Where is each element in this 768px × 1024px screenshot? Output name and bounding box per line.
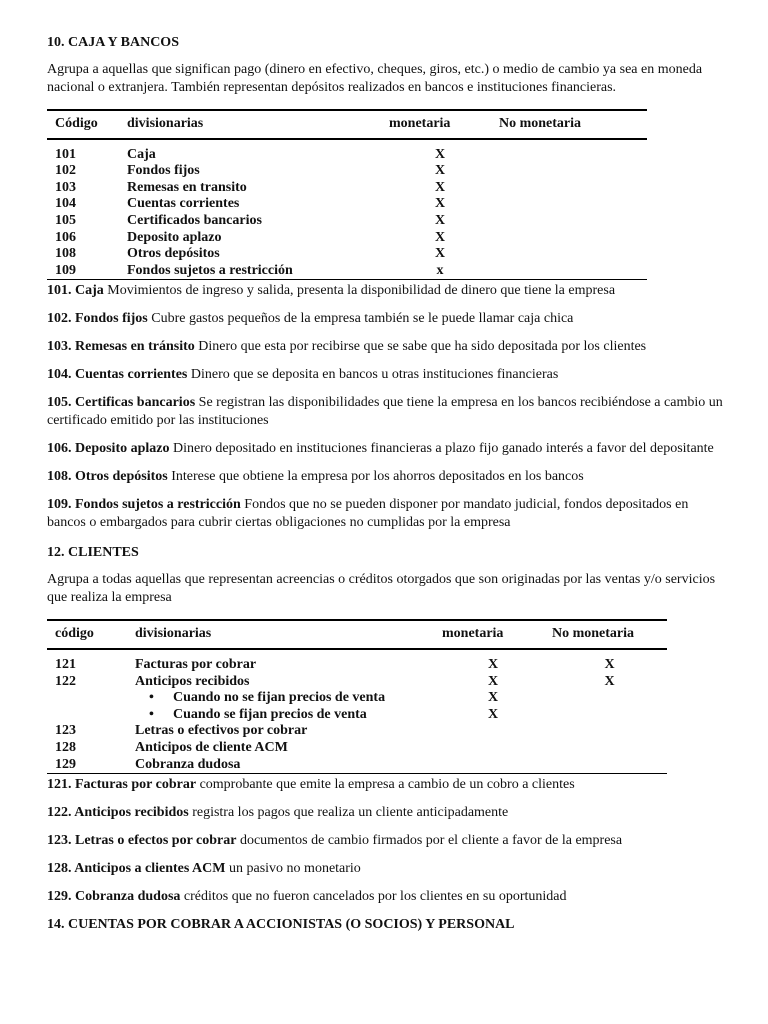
cell-divisionaria: [127, 707, 434, 724]
cell-divisionaria: [127, 723, 434, 740]
table-row: [47, 196, 647, 213]
cell-code: 123: [55, 723, 76, 739]
cell-monetaria: X: [434, 229, 446, 245]
account-name: Cuentas corrientes: [127, 196, 240, 212]
header-monetaria: monetaria: [381, 110, 491, 139]
header-no-monetaria: No monetaria: [491, 110, 647, 139]
table-header-row: [47, 620, 667, 649]
definition-item: [47, 310, 727, 328]
cell-no-monetaria: [491, 196, 647, 213]
account-name: Anticipos recibidos: [135, 673, 250, 689]
cell-monetaria: X: [434, 179, 446, 195]
definition-item: [47, 366, 727, 384]
header-divisionarias: divisionarias: [119, 110, 381, 139]
definition-term: 129. Cobranza dudosa: [47, 889, 181, 905]
cell-code: 129: [47, 757, 127, 774]
cell-divisionaria: [119, 246, 381, 263]
definition-term: 128. Anticipos a clientes ACM: [47, 861, 226, 877]
account-name: Cuando no se fijan precios de venta: [173, 690, 386, 706]
cell-no-monetaria: X: [604, 673, 615, 689]
account-name: Certificados bancarios: [127, 212, 262, 228]
definition-item: [47, 888, 727, 906]
cell-no-monetaria: [544, 690, 667, 707]
definition-term: 101. Caja: [47, 283, 104, 299]
account-name: Deposito aplazo: [127, 229, 222, 245]
cell-no-monetaria: [544, 723, 667, 740]
table-row: [47, 690, 667, 707]
definition-item: [47, 468, 727, 486]
account-name: Otros depósitos: [127, 246, 220, 262]
definition-text: Movimientos de ingreso y salida, presenta la disponibilidad de dinero que tiene la empresa: [103, 283, 616, 299]
account-name: Letras o efectivos por cobrar: [135, 723, 308, 739]
definition-text: Dinero que esta por recibirse que se sabe que ha sido depositada por los clientes: [194, 339, 647, 355]
definition-item: [47, 804, 727, 822]
table-row: [47, 649, 667, 674]
cell-divisionaria: [127, 757, 434, 774]
table-row: [47, 707, 667, 724]
header-no-monetaria: No monetaria: [544, 620, 667, 649]
cell-monetaria: X: [487, 706, 499, 722]
cell-divisionaria: [119, 196, 381, 213]
cell-no-monetaria: [491, 139, 647, 164]
definition-term: 104. Cuentas corrientes: [47, 367, 188, 383]
table-row: [47, 180, 647, 197]
cell-divisionaria: [119, 263, 381, 280]
cell-code: [47, 707, 127, 724]
bullet-icon: •: [149, 690, 154, 706]
definitions-clientes: [47, 776, 727, 906]
accounts-table-clientes: [47, 619, 667, 774]
table-row: [47, 163, 647, 180]
account-name: Cobranza dudosa: [135, 756, 241, 772]
account-name: Fondos fijos: [127, 163, 200, 179]
definition-item: [47, 832, 727, 850]
cell-monetaria: X: [487, 656, 499, 672]
cell-monetaria: X: [434, 163, 446, 179]
cell-divisionaria: [127, 740, 434, 757]
definition-text: comprobante que emite la empresa a cambio de un cobro a clientes: [196, 777, 575, 793]
definition-term: 122. Anticipos recibidos: [47, 805, 189, 821]
definition-term: 123. Letras o efectos por cobrar: [47, 833, 237, 849]
cell-code: 128: [55, 739, 76, 755]
account-name: Facturas por cobrar: [135, 656, 257, 672]
header-code: Código: [47, 110, 119, 139]
account-name: Anticipos de cliente ACM: [135, 739, 288, 755]
table-row: [47, 139, 647, 164]
section-title-cuentas-por-cobrar: 14. CUENTAS POR COBRAR A ACCIONISTAS (O SOCIOS) Y PERSONAL: [47, 917, 515, 933]
bullet-icon: •: [149, 706, 154, 722]
definition-text: Cubre gastos pequeños de la empresa también se le puede llamar caja chica: [147, 311, 574, 327]
definition-text: Dinero depositado en instituciones financieras a plazo fijo ganado interés a favor del depositante: [169, 441, 714, 457]
cell-divisionaria: [119, 230, 381, 247]
table-row: [47, 213, 647, 230]
header-divisionarias: divisionarias: [127, 620, 434, 649]
cell-code: 101: [55, 146, 76, 162]
cell-monetaria: X: [487, 673, 499, 689]
table-body: [47, 649, 667, 774]
document-page: [47, 34, 727, 934]
definition-item: [47, 440, 727, 458]
cell-divisionaria: [119, 139, 381, 164]
cell-no-monetaria: [491, 213, 647, 230]
account-name: Fondos sujetos a restricción: [127, 262, 293, 278]
definition-text: Dinero que se deposita en bancos u otras instituciones financieras: [187, 367, 559, 383]
accounts-table-caja-bancos: [47, 109, 647, 280]
account-name: Cuando se fijan precios de venta: [173, 706, 367, 722]
account-name: Remesas en transito: [127, 179, 247, 195]
cell-divisionaria: [127, 649, 434, 674]
definition-item: [47, 338, 727, 356]
table-row: [47, 246, 647, 263]
table-row: [47, 674, 667, 691]
cell-monetaria: [434, 740, 544, 757]
table-row: [47, 230, 647, 247]
definitions-caja-bancos: [47, 282, 727, 532]
cell-monetaria: X: [434, 246, 446, 262]
section-title-caja-bancos: 10. CAJA Y BANCOS: [47, 35, 179, 50]
definition-item: [47, 394, 727, 430]
cell-no-monetaria: [544, 740, 667, 757]
cell-no-monetaria: [491, 163, 647, 180]
definition-term: 109. Fondos sujetos a restricción: [47, 497, 241, 513]
table-body: [47, 139, 647, 280]
definition-text: documentos de cambio firmados por el cliente a favor de la empresa: [236, 833, 623, 849]
definition-text: Fondos que no se pueden disponer por mandato judicial, fondos depositados en bancos o embargados para cubrir ciertas obligaciones no cumplidas por la empresa: [47, 497, 689, 531]
cell-divisionaria: [119, 213, 381, 230]
cell-code: 106: [55, 229, 76, 245]
cell-code: 108: [55, 246, 76, 262]
cell-monetaria: X: [434, 212, 446, 228]
cell-monetaria: X: [487, 690, 499, 706]
definition-term: 121. Facturas por cobrar: [47, 777, 197, 793]
cell-code: 122: [55, 673, 76, 689]
cell-no-monetaria: [491, 180, 647, 197]
cell-no-monetaria: X: [604, 656, 615, 672]
table-row: [47, 723, 667, 740]
definition-term: 108. Otros depósitos: [47, 469, 168, 485]
definition-term: 102. Fondos fijos: [47, 311, 148, 327]
cell-code: 104: [55, 196, 76, 212]
definition-item: [47, 776, 727, 794]
cell-monetaria: [434, 757, 544, 774]
cell-divisionaria: [127, 690, 434, 707]
table-header-row: [47, 110, 647, 139]
definition-term: 103. Remesas en tránsito: [47, 339, 195, 355]
definition-text: Se registran las disponibilidades que tiene la empresa en los bancos recibiéndose a cambio un certificado emitido por las instituciones: [47, 395, 723, 429]
section-intro-clientes: Agrupa a todas aquellas que representan acreencias o créditos otorgados que son originadas por las ventas y/o servicios que realiza la empresa: [47, 572, 716, 606]
cell-no-monetaria: [544, 757, 667, 774]
section-title-clientes: 12. CLIENTES: [47, 545, 139, 561]
header-code: código: [47, 620, 127, 649]
definition-term: 106. Deposito aplazo: [47, 441, 170, 457]
cell-monetaria: x: [381, 263, 491, 280]
cell-no-monetaria: [491, 246, 647, 263]
cell-code: 121: [55, 656, 76, 672]
cell-code: 102: [55, 163, 76, 179]
cell-no-monetaria: [491, 230, 647, 247]
cell-monetaria: X: [434, 146, 446, 162]
definition-item: [47, 496, 727, 532]
section-intro-caja-bancos: Agrupa a aquellas que significan pago (dinero en efectivo, cheques, giros, etc.) o medio de cambio ya sea en moneda nacional o extranjera. También representan depósitos realizados en bancos e instituciones financieras.: [47, 62, 703, 95]
cell-code: 109: [47, 263, 119, 280]
definition-text: créditos que no fueron cancelados por los clientes en su oportunidad: [180, 889, 567, 905]
cell-no-monetaria: [491, 263, 647, 280]
cell-code: [47, 690, 127, 707]
cell-code: 105: [55, 212, 76, 228]
cell-code: 103: [55, 179, 76, 195]
table-row: [47, 740, 667, 757]
definition-item: [47, 860, 727, 878]
definition-item: [47, 282, 727, 300]
table-row: [47, 263, 647, 280]
definition-text: registra los pagos que realiza un cliente anticipadamente: [188, 805, 509, 821]
header-monetaria: monetaria: [434, 620, 544, 649]
table-row: [47, 757, 667, 774]
definition-text: Interese que obtiene la empresa por los ahorros depositados en los bancos: [167, 469, 584, 485]
definition-text: un pasivo no monetario: [225, 861, 361, 877]
cell-divisionaria: [119, 163, 381, 180]
definition-term: 105. Certificas bancarios: [47, 395, 196, 411]
cell-monetaria: [434, 723, 544, 740]
account-name: Caja: [127, 146, 156, 162]
cell-divisionaria: [119, 180, 381, 197]
cell-divisionaria: [127, 674, 434, 691]
cell-no-monetaria: [544, 707, 667, 724]
cell-monetaria: X: [434, 196, 446, 212]
